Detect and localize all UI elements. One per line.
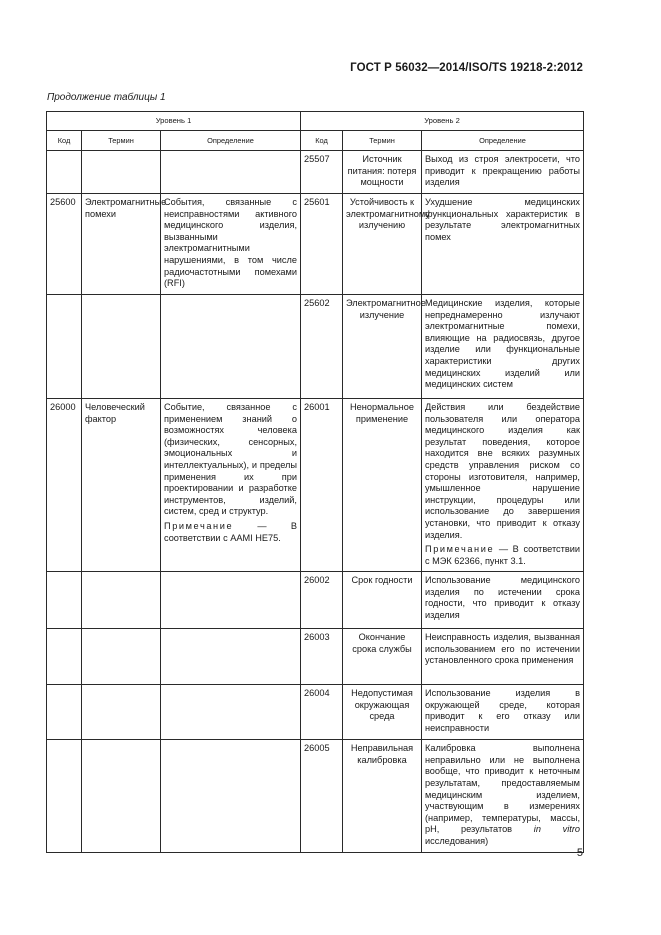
- term-l1: Человеческий фактор: [82, 398, 161, 571]
- table-row: [47, 629, 584, 685]
- code-l2: 25507: [301, 151, 343, 194]
- table-row: [47, 193, 584, 294]
- definition-l2: Использование изделия в окружающей среде, которая приводит к его отказу или неисправности: [422, 685, 584, 740]
- term-l1: [82, 572, 161, 629]
- definition-l1: [161, 685, 301, 740]
- column-header-row: [47, 130, 584, 151]
- col-header: Код: [301, 130, 343, 151]
- definition-l2-cell: [422, 398, 584, 571]
- definition-text-end: исследования): [425, 836, 489, 847]
- term-l2: Неправильная калибровка: [343, 740, 422, 852]
- note-text: — В соответствии с МЭК 62366, пункт 3.1.: [425, 544, 580, 566]
- code-l1: 25600: [47, 193, 82, 294]
- table-row: [47, 151, 584, 194]
- table-continuation-caption: Продолжение таблицы 1: [47, 92, 166, 103]
- term-l1: [82, 740, 161, 852]
- code-l2: 26005: [301, 740, 343, 852]
- code-l1: [47, 294, 82, 398]
- term-l1: [82, 685, 161, 740]
- definition-l2: [422, 740, 584, 852]
- definition-l2: Ухудшение медицинских функциональных характеристик в результате электромагнитных помех: [422, 193, 584, 294]
- term-l2: Устойчивость к электромагнитному излучению: [343, 193, 422, 294]
- code-l1: 26000: [47, 398, 82, 571]
- definition-l1: [161, 151, 301, 194]
- term-l1: [82, 151, 161, 194]
- page-number: 5: [576, 847, 583, 859]
- code-l2: 26003: [301, 629, 343, 685]
- level1-header: Уровень 1: [47, 112, 301, 131]
- table-row: [47, 294, 584, 398]
- definition-l2: Выход из строя электросети, что приводит к прекращению работы изделия: [422, 151, 584, 194]
- standard-header: ГОСТ Р 56032—2014/ISO/TS 19218-2:2012: [350, 62, 583, 74]
- col-header: Термин: [343, 130, 422, 151]
- term-l2: Недопустимая окружающая среда: [343, 685, 422, 740]
- note-l1: [164, 521, 297, 544]
- term-l1: Электромагнитные помехи: [82, 193, 161, 294]
- table-row: [47, 398, 584, 571]
- term-l2: Срок годности: [343, 572, 422, 629]
- note-text: — В соответствии с AAMI HE75.: [164, 520, 297, 543]
- definition-l1: Событие, связанное с применением знаний о возможностях человека (физических, сенсорных, эмоциональных и интеллектуальных), и пределы применения их при проектировании и разработке инструментов, изделий, систем, сред и структур.: [164, 401, 297, 517]
- definition-text: Калибровка выполнена неправильно или не выполнена вообще, что приводит к неточным результатам, предоставляемым медицинским изделием, участвующим в измерениях (например, температуры, массы, pH, результатов: [425, 743, 580, 835]
- term-l1: [82, 629, 161, 685]
- code-l1: [47, 685, 82, 740]
- level-header-row: [47, 112, 584, 131]
- term-l2: Ненормальное применение: [343, 398, 422, 571]
- note-l2: [425, 544, 580, 567]
- definition-l2: Использование медицинского изделия по истечении срока годности, что приводит к отказу изделия: [422, 572, 584, 629]
- col-header: Определение: [422, 130, 584, 151]
- definition-l2: Действия или бездействие пользователя или оператора медицинского изделия как результат поведения, которое находится вне всяких разумных средств управления риском со стороны изготовителя, например, умышленное нарушение инструкции, процедуры или использование до завершения установки, что приводит к отказу изделия.: [425, 401, 580, 540]
- definition-l1: [161, 629, 301, 685]
- definition-l1: [161, 294, 301, 398]
- level2-header: Уровень 2: [301, 112, 584, 131]
- code-l2: 26004: [301, 685, 343, 740]
- definition-l1-cell: [161, 398, 301, 571]
- term-l2: Окончание срока службы: [343, 629, 422, 685]
- code-l2: 26001: [301, 398, 343, 571]
- definition-l1: События, связанные с неисправностями активного медицинского изделия, вызванными электромагнитными нарушениями, в том числе радиочастотными помехами (RFI): [161, 193, 301, 294]
- note-label: Примечание: [425, 544, 495, 555]
- term-l2: Источник питания: потеря мощности: [343, 151, 422, 194]
- col-header: Термин: [82, 130, 161, 151]
- code-l1: [47, 151, 82, 194]
- code-l1: [47, 740, 82, 852]
- terms-table: [46, 111, 584, 853]
- table-row: [47, 685, 584, 740]
- code-l1: [47, 629, 82, 685]
- definition-l1: [161, 572, 301, 629]
- table-row: [47, 740, 584, 852]
- definition-l2: Неисправность изделия, вызванная использованием его по истечении установленного срока применения: [422, 629, 584, 685]
- col-header: Определение: [161, 130, 301, 151]
- code-l2: 26002: [301, 572, 343, 629]
- term-l2: Электромагнитное излучение: [343, 294, 422, 398]
- code-l2: 25602: [301, 294, 343, 398]
- term-l1: [82, 294, 161, 398]
- table-row: [47, 572, 584, 629]
- definition-l1: [161, 740, 301, 852]
- code-l2: 25601: [301, 193, 343, 294]
- definition-italic: in vitro: [533, 824, 580, 835]
- col-header: Код: [47, 130, 82, 151]
- code-l1: [47, 572, 82, 629]
- note-label: Примечание: [164, 520, 234, 531]
- definition-l2: Медицинские изделия, которые непреднамеренно излучают электромагнитные помехи, влияющие на радиосвязь, другое изделие или функциональные характеристики других медицинских изделий или медицинских систем: [422, 294, 584, 398]
